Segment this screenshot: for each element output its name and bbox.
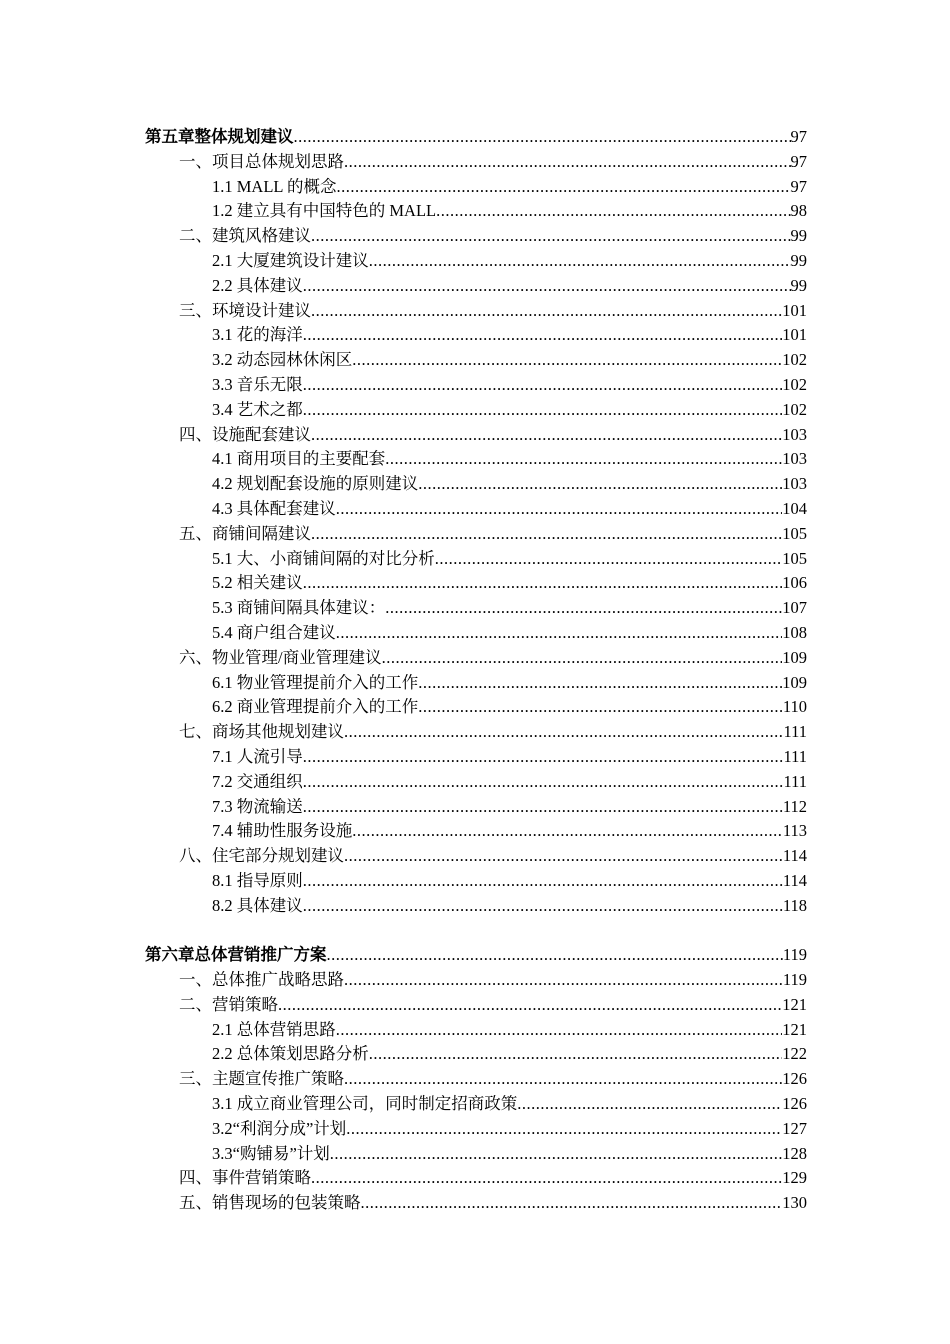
toc-page-number: 126 <box>782 1069 807 1089</box>
dot-leader <box>361 1191 783 1216</box>
toc-page-number: 99 <box>790 250 807 270</box>
toc-subsection-entry[interactable] <box>145 348 807 373</box>
toc-entry-title: 3.1 花的海洋 <box>212 325 303 345</box>
toc-page-number: 129 <box>782 1168 807 1188</box>
toc-subsection-entry[interactable] <box>145 547 807 572</box>
toc-section-entry[interactable] <box>145 423 807 448</box>
toc-page-number: 114 <box>782 870 807 890</box>
toc-entry-title: 一、总体推广战略思路 <box>179 970 344 990</box>
toc-page-number: 101 <box>782 325 807 345</box>
toc-subsection-entry[interactable] <box>145 447 807 472</box>
toc-page-number: 108 <box>782 622 807 642</box>
toc-subsection-entry[interactable] <box>145 274 807 299</box>
toc-entry-title: 5.1 大、小商铺间隔的对比分析 <box>212 548 435 568</box>
toc-entry-title: 五、销售现场的包装策略 <box>179 1193 361 1213</box>
toc-section-entry[interactable] <box>145 522 807 547</box>
toc-subsection-entry[interactable] <box>145 1018 807 1043</box>
toc-entry-title: 5.2 相关建议 <box>212 573 303 593</box>
toc-section-entry[interactable] <box>145 1067 807 1092</box>
dot-leader <box>336 497 783 522</box>
toc-section-entry[interactable] <box>145 968 807 993</box>
toc-entry-title: 一、项目总体规划思路 <box>179 151 344 171</box>
toc-section-entry[interactable] <box>145 224 807 249</box>
toc-subsection-entry[interactable] <box>145 1142 807 1167</box>
dot-leader <box>344 720 783 745</box>
dot-leader <box>303 894 783 919</box>
toc-chapter-entry[interactable] <box>145 943 807 968</box>
dot-leader <box>369 1042 783 1067</box>
dot-leader <box>344 1067 782 1092</box>
toc-entry-title: 3.3 音乐无限 <box>212 374 303 394</box>
toc-entry-title: 五、商铺间隔建议 <box>179 523 311 543</box>
toc-entry-title: 3.1 成立商业管理公司，同时制定招商政策 <box>212 1094 518 1114</box>
toc-page-number: 111 <box>783 746 807 766</box>
toc-entry-title: 3.4 艺术之都 <box>212 399 303 419</box>
toc-page-number: 110 <box>782 697 807 717</box>
toc-page-number: 103 <box>782 424 807 444</box>
toc-subsection-entry[interactable] <box>145 671 807 696</box>
dot-leader <box>435 547 783 572</box>
dot-leader <box>385 596 782 621</box>
dot-leader <box>311 299 782 324</box>
toc-subsection-entry[interactable] <box>145 175 807 200</box>
toc-entry-title: 8.1 指导原则 <box>212 870 303 890</box>
toc-subsection-entry[interactable] <box>145 596 807 621</box>
dot-leader <box>303 795 783 820</box>
toc-section-entry[interactable] <box>145 150 807 175</box>
toc-subsection-entry[interactable] <box>145 323 807 348</box>
toc-subsection-entry[interactable] <box>145 819 807 844</box>
toc-entry-title: 八、住宅部分规划建议 <box>179 846 344 866</box>
toc-entry-title: 7.2 交通组织 <box>212 771 303 791</box>
dot-leader <box>278 993 782 1018</box>
toc-page-number: 119 <box>782 970 807 990</box>
toc-subsection-entry[interactable] <box>145 571 807 596</box>
dot-leader <box>344 968 783 993</box>
dot-leader <box>418 472 782 497</box>
toc-entry-title: 1.1 MALL 的概念 <box>212 176 337 196</box>
toc-subsection-entry[interactable] <box>145 199 807 224</box>
dot-leader <box>303 323 783 348</box>
toc-subsection-entry[interactable] <box>145 497 807 522</box>
toc-entry-title: 2.1 大厦建筑设计建议 <box>212 250 369 270</box>
toc-entry-title: 2.2 总体策划思路分析 <box>212 1044 369 1064</box>
toc-entry-title: 3.2“利润分成”计划 <box>212 1118 347 1138</box>
toc-page-number: 118 <box>782 895 807 915</box>
toc-page-number: 105 <box>782 523 807 543</box>
dot-leader <box>303 373 783 398</box>
dot-leader <box>344 844 783 869</box>
toc-subsection-entry[interactable] <box>145 1042 807 1067</box>
toc-entry-title: 7.1 人流引导 <box>212 746 303 766</box>
toc-page-number: 130 <box>782 1193 807 1213</box>
dot-leader <box>352 348 782 373</box>
toc-page-number: 126 <box>782 1094 807 1114</box>
toc-entry-title: 七、商场其他规划建议 <box>179 722 344 742</box>
toc-entry-title: 三、环境设计建议 <box>179 300 311 320</box>
toc-page-number: 97 <box>790 127 807 146</box>
dot-leader <box>344 150 791 175</box>
toc-section <box>145 943 807 1216</box>
dot-leader <box>517 1092 782 1117</box>
toc-page-number: 102 <box>782 350 807 370</box>
toc-subsection-entry[interactable] <box>145 745 807 770</box>
toc-page-number: 98 <box>790 201 807 221</box>
toc-page-number: 99 <box>790 275 807 295</box>
dot-leader <box>311 224 791 249</box>
toc-subsection-entry[interactable] <box>145 894 807 919</box>
toc-subsection-entry[interactable] <box>145 770 807 795</box>
dot-leader <box>382 646 783 671</box>
toc-page-number: 114 <box>782 846 807 866</box>
toc-entry-title: 3.3“购铺易”计划 <box>212 1143 330 1163</box>
dot-leader <box>303 274 791 299</box>
toc-entry-title: 7.4 辅助性服务设施 <box>212 821 353 841</box>
dot-leader <box>330 1142 782 1167</box>
dot-leader <box>327 943 783 968</box>
toc-section-entry[interactable] <box>145 299 807 324</box>
toc-chapter-entry[interactable] <box>145 125 807 150</box>
toc-entry-title: 2.2 具体建议 <box>212 275 303 295</box>
toc-section-entry[interactable] <box>145 844 807 869</box>
toc-page-number: 113 <box>782 821 807 841</box>
toc-entry-title: 二、建筑风格建议 <box>179 226 311 246</box>
toc-page-number: 112 <box>782 796 807 816</box>
toc-page-number: 111 <box>783 771 807 791</box>
toc-page-number: 104 <box>782 498 807 518</box>
toc-entry-title: 四、事件营销策略 <box>179 1168 311 1188</box>
toc-section-entry[interactable] <box>145 646 807 671</box>
toc-page-number: 105 <box>782 548 807 568</box>
toc-subsection-entry[interactable] <box>145 398 807 423</box>
dot-leader <box>303 869 783 894</box>
dot-leader <box>336 621 783 646</box>
toc-page-number: 107 <box>782 598 807 618</box>
toc-entry-title: 三、主题宣传推广策略 <box>179 1069 344 1089</box>
toc-page-number: 103 <box>782 474 807 494</box>
toc-section-entry[interactable] <box>145 993 807 1018</box>
toc-subsection-entry[interactable] <box>145 472 807 497</box>
toc-page-number: 121 <box>782 994 807 1014</box>
dot-leader <box>303 571 783 596</box>
toc-entry-title: 二、营销策略 <box>179 994 278 1014</box>
dot-leader <box>311 1166 782 1191</box>
toc-subsection-entry[interactable] <box>145 795 807 820</box>
toc-page-number: 109 <box>782 647 807 667</box>
toc-entry-title: 4.2 规划配套设施的原则建议 <box>212 474 419 494</box>
dot-leader <box>303 770 784 795</box>
toc-page-number: 102 <box>782 399 807 419</box>
toc-subsection-entry[interactable] <box>145 869 807 894</box>
toc-page-number: 106 <box>782 573 807 593</box>
toc-entry-title: 5.3 商铺间隔具体建议： <box>212 598 386 618</box>
toc-entry-title: 第五章整体规划建议 <box>145 127 294 146</box>
toc-entry-title: 第六章总体营销推广方案 <box>145 945 327 965</box>
table-of-contents <box>145 125 807 1216</box>
toc-entry-title: 2.1 总体营销思路 <box>212 1019 336 1039</box>
dot-leader <box>436 199 790 224</box>
toc-section <box>145 125 807 919</box>
toc-entry-title: 4.1 商用项目的主要配套 <box>212 449 386 469</box>
toc-entry-title: 四、设施配套建议 <box>179 424 311 444</box>
toc-page-number: 101 <box>782 300 807 320</box>
toc-entry-title: 3.2 动态园林休闲区 <box>212 350 353 370</box>
toc-subsection-entry[interactable] <box>145 373 807 398</box>
dot-leader <box>369 249 791 274</box>
toc-page-number: 109 <box>782 672 807 692</box>
dot-leader <box>418 671 782 696</box>
dot-leader <box>311 522 782 547</box>
toc-page-number: 121 <box>782 1019 807 1039</box>
toc-subsection-entry[interactable] <box>145 1117 807 1142</box>
toc-subsection-entry[interactable] <box>145 1092 807 1117</box>
toc-entry-title: 6.2 商业管理提前介入的工作 <box>212 697 419 717</box>
toc-section-entry[interactable] <box>145 1191 807 1216</box>
toc-subsection-entry[interactable] <box>145 621 807 646</box>
dot-leader <box>303 398 783 423</box>
dot-leader <box>294 125 791 150</box>
dot-leader <box>336 1018 783 1043</box>
dot-leader <box>311 423 782 448</box>
toc-page-number: 128 <box>782 1143 807 1163</box>
toc-page-number: 97 <box>790 151 807 171</box>
toc-section-entry[interactable] <box>145 720 807 745</box>
toc-entry-title: 1.2 建立具有中国特色的 MALL <box>212 201 437 221</box>
dot-leader <box>337 175 791 200</box>
toc-entry-title: 8.2 具体建议 <box>212 895 303 915</box>
dot-leader <box>352 819 783 844</box>
toc-page-number: 102 <box>782 374 807 394</box>
toc-subsection-entry[interactable] <box>145 249 807 274</box>
toc-section-entry[interactable] <box>145 1166 807 1191</box>
toc-entry-title: 六、物业管理/商业管理建议 <box>179 647 382 667</box>
toc-page-number: 97 <box>790 176 807 196</box>
toc-page-number: 111 <box>783 722 807 742</box>
dot-leader <box>385 447 782 472</box>
toc-page-number: 103 <box>782 449 807 469</box>
toc-subsection-entry[interactable] <box>145 695 807 720</box>
toc-entry-title: 6.1 物业管理提前介入的工作 <box>212 672 419 692</box>
toc-page-number: 127 <box>782 1118 807 1138</box>
dot-leader <box>303 745 784 770</box>
dot-leader <box>418 695 783 720</box>
dot-leader <box>346 1117 782 1142</box>
toc-entry-title: 5.4 商户组合建议 <box>212 622 336 642</box>
toc-page-number: 119 <box>782 945 807 965</box>
toc-entry-title: 7.3 物流输送 <box>212 796 303 816</box>
toc-entry-title: 4.3 具体配套建议 <box>212 498 336 518</box>
toc-page-number: 99 <box>790 226 807 246</box>
toc-page-number: 122 <box>782 1044 807 1064</box>
